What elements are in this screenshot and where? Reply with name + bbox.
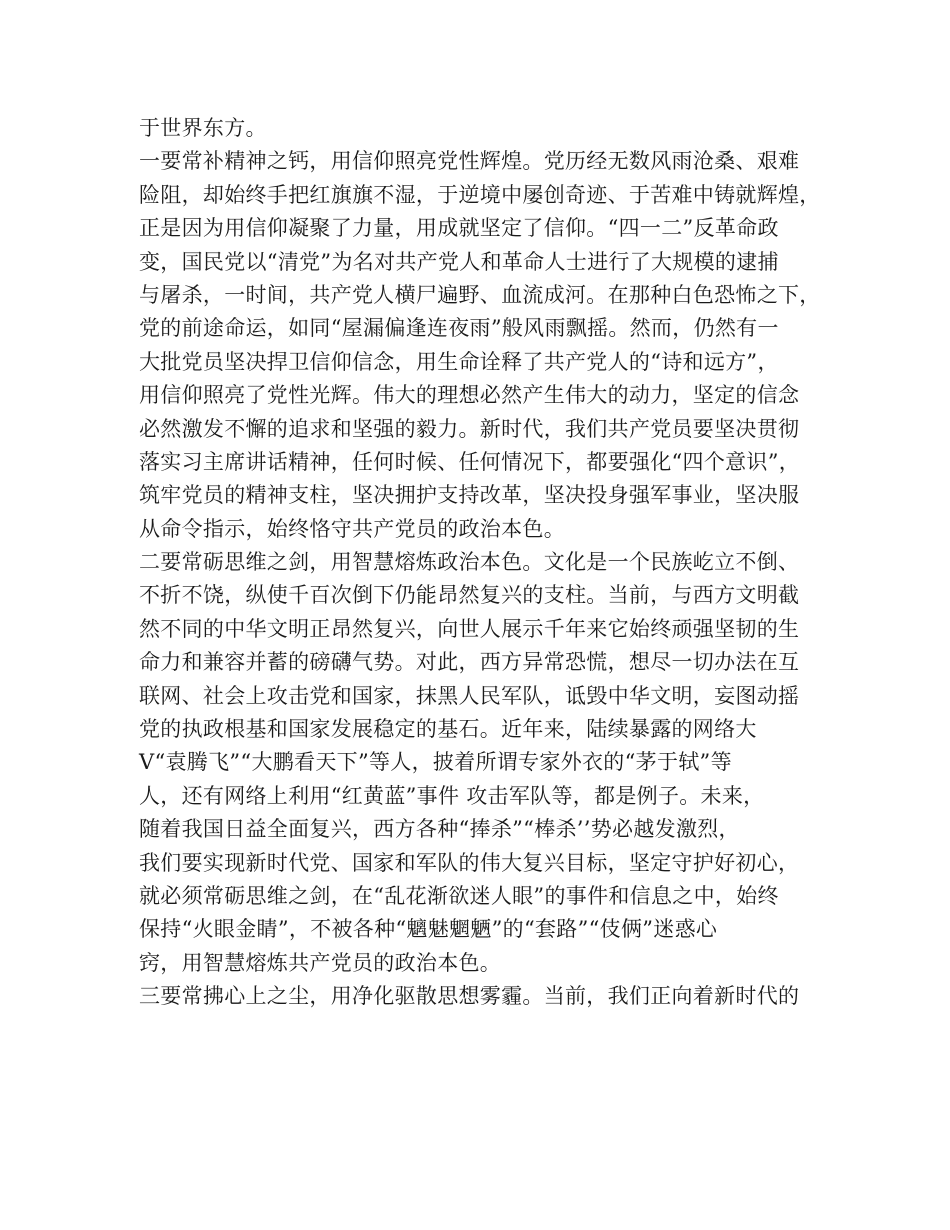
text-line: 就必须常砺思维之剑，在“乱花渐欲迷人眼”的事件和信息之中，始终 [139, 883, 779, 908]
text-line: 落实习主席讲话精神，任何时候、任何情况下，都要强化“四个意识”， [139, 449, 801, 474]
text-line: 必然激发不懈的追求和坚强的毅力。新时代，我们共产党员要坚决贯彻 [139, 416, 800, 441]
text-line: 党的前途命运，如同“屋漏偏逢连夜雨”般风雨飘摇。然而，仍然有一 [139, 316, 779, 341]
text-line: 从命令指示，始终恪守共产党员的政治本色。 [139, 516, 565, 541]
text-line: 保持“火眼金睛”，不被各种“魑魅魍魉”的“套路”“伎俩”迷惑心 [139, 917, 718, 942]
text-line: 我们要实现新时代党、国家和军队的伟大复兴目标，坚定守护好初心， [139, 850, 800, 875]
text-line: 一要常补精神之钙，用信仰照亮党性辉煌。党历经无数风雨沧桑、艰难 [139, 149, 800, 174]
text-line: 二要常砺思维之剑，用智慧熔炼政治本色。文化是一个民族屹立不倒、 [139, 550, 800, 575]
text-line: V“袁腾飞”“大鹏看天下”等人，披着所谓专家外衣的“茅于轼”等 [139, 750, 732, 775]
text-line: 正是因为用信仰凝聚了力量，用成就坚定了信仰。“四一二”反革命政 [139, 216, 779, 241]
text-line: 命力和兼容并蓄的磅礴气势。对此，西方异常恐慌，想尽一切办法在互 [139, 650, 800, 675]
body-text [139, 112, 839, 1014]
text-line: 不折不饶，纵使千百次倒下仍能昂然复兴的支柱。当前，与西方文明截 [139, 583, 800, 608]
text-line: 三要常拂心上之尘，用净化驱散思想雾霾。当前，我们正向着新时代的 [139, 984, 800, 1009]
text-line: 险阻，却始终手把红旗旗不湿，于逆境中屡创奇迹、于苦难中铸就辉煌， [139, 182, 821, 207]
text-line: 筑牢党员的精神支柱，坚决拥护支持改革，坚决投身强军事业，坚决服 [139, 483, 800, 508]
text-line: 变，国民党以“清党”为名对共产党人和革命人士进行了大规模的逮捕 [139, 249, 779, 274]
text-line: 联网、社会上攻击党和国家，抹黑人民军队，诋毁中华文明，妄图动摇 [139, 683, 800, 708]
text-line: 于世界东方。 [139, 116, 267, 140]
text-line: 随着我国日益全面复兴，西方各种“捧杀”“棒杀’’势必越发激烈， [139, 817, 740, 842]
text-line: 党的执政根基和国家发展稳定的基石。近年来，陆续暴露的网络大 [139, 717, 757, 742]
text-line: 然不同的中华文明正昂然复兴，向世人展示千年来它始终顽强坚韧的生 [139, 616, 800, 641]
text-line: 用信仰照亮了党性光辉。伟大的理想必然产生伟大的动力，坚定的信念 [139, 383, 800, 408]
text-line: 窍，用智慧熔炼共产党员的政治本色。 [139, 950, 502, 975]
text-line: 人，还有网络上利用“红黄蓝”事件 攻击军队等，都是例子。未来， [139, 783, 765, 808]
text-line: 大批党员坚决捍卫信仰信念，用生命诠释了共产党人的“诗和远方”， [139, 349, 779, 374]
text-line: 与屠杀，一时间，共产党人横尸遍野、血流成河。在那种白色恐怖之下， [139, 282, 821, 307]
